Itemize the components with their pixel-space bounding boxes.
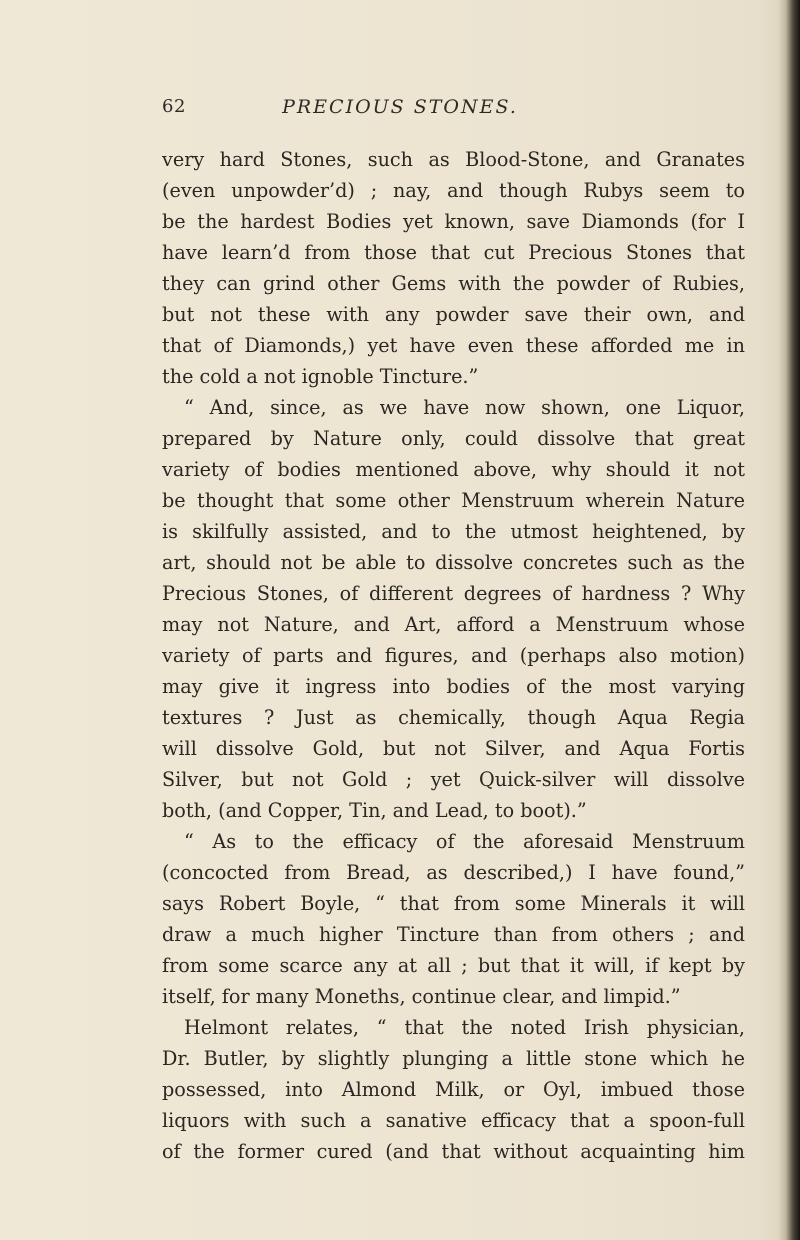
text-line: says Robert Boyle, “ that from some Minerals it will: [162, 892, 745, 915]
text-line: variety of parts and figures, and (perhaps also motion): [162, 644, 745, 667]
text-line: may not Nature, and Art, afford a Menstruum whose: [162, 613, 745, 636]
text-line: art, should not be able to dissolve concretes such as the: [162, 551, 745, 574]
text-line: Silver, but not Gold ; yet Quick-silver will dissolve: [162, 768, 745, 791]
text-line: but not these with any powder save their own, and: [162, 303, 745, 326]
text-line: itself, for many Moneths, continue clear, and limpid.”: [162, 985, 681, 1008]
running-head: PRECIOUS STONES.: [282, 96, 518, 118]
text-line: “ And, since, as we have now shown, one Liquor,: [184, 396, 745, 419]
text-line: “ As to the efficacy of the aforesaid Menstruum: [184, 830, 745, 853]
text-line: be thought that some other Menstruum wherein Nature: [162, 489, 745, 512]
text-line: will dissolve Gold, but not Silver, and Aqua Fortis: [162, 737, 745, 760]
text-line: (even unpowder’d) ; nay, and though Rubys seem to: [162, 179, 745, 202]
text-line: Precious Stones, of different degrees of hardness ? Why: [162, 582, 745, 605]
text-line: possessed, into Almond Milk, or Oyl, imbued those: [162, 1078, 745, 1101]
text-line: prepared by Nature only, could dissolve that great: [162, 427, 745, 450]
text-line: draw a much higher Tincture than from others ; and: [162, 923, 745, 946]
text-line: that of Diamonds,) yet have even these afforded me in: [162, 334, 745, 357]
text-line: variety of bodies mentioned above, why should it not: [162, 458, 745, 481]
text-line: they can grind other Gems with the powder of Rubies,: [162, 272, 745, 295]
text-line: (concocted from Bread, as described,) I have found,”: [162, 861, 745, 884]
text-line: from some scarce any at all ; but that it will, if kept by: [162, 954, 745, 977]
text-line: have learn’d from those that cut Precious Stones that: [162, 241, 745, 264]
text-line: be the hardest Bodies yet known, save Diamonds (for I: [162, 210, 745, 233]
page-binding-edge: [778, 0, 800, 1240]
text-line: is skilfully assisted, and to the utmost heightened, by: [162, 520, 745, 543]
text-line: Helmont relates, “ that the noted Irish physician,: [184, 1016, 745, 1039]
text-line: may give it ingress into bodies of the most varying: [162, 675, 745, 698]
text-line: very hard Stones, such as Blood-Stone, and Granates: [162, 148, 745, 171]
page-number: 62: [162, 96, 186, 117]
text-line: Dr. Butler, by slightly plunging a little stone which he: [162, 1047, 745, 1070]
text-line: textures ? Just as chemically, though Aqua Regia: [162, 706, 745, 729]
text-line: liquors with such a sanative efficacy that a spoon-full: [162, 1109, 745, 1132]
text-line: of the former cured (and that without acquainting him: [162, 1140, 745, 1163]
text-line: both, (and Copper, Tin, and Lead, to boot).”: [162, 799, 587, 822]
text-line: the cold a not ignoble Tincture.”: [162, 365, 479, 388]
page-header: [0, 96, 800, 126]
body-text: [162, 144, 745, 1167]
